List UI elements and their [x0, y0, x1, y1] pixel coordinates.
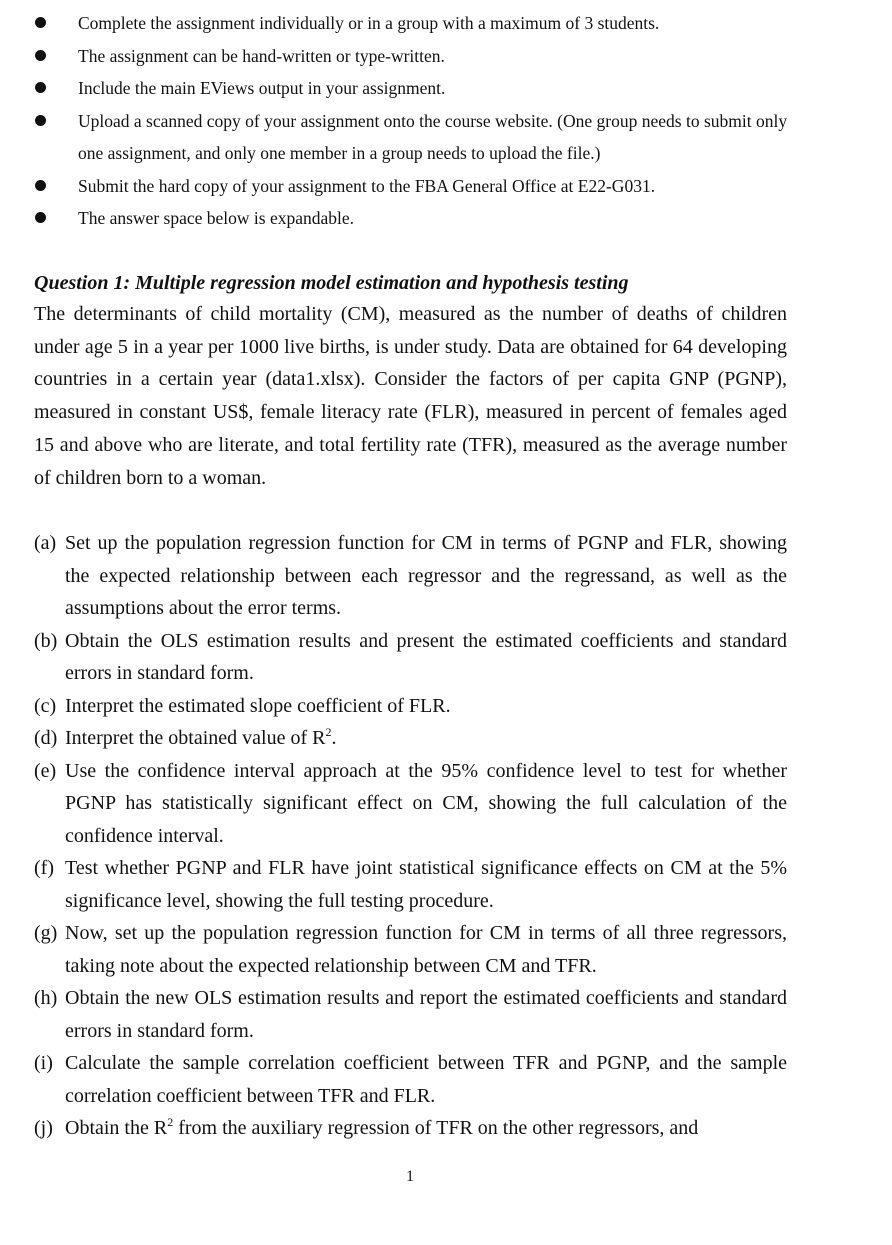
instruction-item: [34, 40, 794, 73]
bullet-icon: [35, 212, 46, 223]
part-text-end: from the auxiliary regression of TFR on the other regressors, and: [173, 1117, 699, 1139]
part-label: (g): [34, 922, 58, 944]
part-text: Now, set up the population regression function for CM in terms of all three regressors, taking note about the expected relationship between CM and TFR.: [65, 922, 787, 977]
part-label: (i): [34, 1052, 53, 1074]
part-label: (e): [34, 759, 57, 782]
instruction-text: Upload a scanned copy of your assignment onto the course website. (One group needs to submit only one assignment, and only one member in a group needs to upload the file.): [78, 110, 788, 163]
part-label: (c): [34, 694, 57, 717]
question-part-c: [34, 690, 787, 723]
part-label: (f): [34, 857, 54, 879]
instruction-list: [34, 7, 794, 235]
part-text: Test whether PGNP and FLR have joint statistical significance effects on CM at the 5% significance level, showing the full testing procedure.: [65, 857, 787, 912]
bullet-icon: [35, 82, 46, 93]
question-part-a: [34, 527, 787, 625]
bullet-icon: [35, 50, 46, 61]
part-text: Use the confidence interval approach at the 95% confidence level to test for whether PGNP has statistically significant effect on CM, showing the full calculation of the confidence interval.: [65, 759, 787, 847]
part-text: Obtain the new OLS estimation results and report the estimated coefficients and standard errors in standard form.: [65, 987, 787, 1042]
part-label: (a): [34, 532, 57, 554]
superscript: 2: [325, 725, 332, 739]
part-text: Obtain the R: [65, 1117, 168, 1139]
part-label: (d): [34, 727, 58, 749]
part-text: Obtain the OLS estimation results and present the estimated coefficients and standard errors in standard form.: [65, 629, 787, 684]
superscript: 2: [167, 1115, 174, 1129]
instruction-text: Submit the hard copy of your assignment to the FBA General Office at E22-G031.: [78, 175, 656, 196]
part-text-end: .: [331, 727, 337, 749]
page-number: 1: [406, 1168, 414, 1185]
instruction-item: [34, 7, 794, 40]
instruction-text: Complete the assignment individually or in a group with a maximum of 3 students.: [78, 13, 660, 33]
question-part-e: [34, 755, 787, 853]
question-intro: The determinants of child mortality (CM), measured as the number of deaths of children under age 5 in a year per 1000 live births, is under study. Data are obtained for 64 developing countries in a certain year (data1.xlsx). Consider the factors of per capita GNP (PGNP), measured in constant US$, female literacy rate (FLR), measured in percent of females aged 15 and above who are literate, and total fertility rate (TFR), measured as the average number of children born to a woman.: [34, 303, 787, 489]
question-part-b: [34, 625, 787, 690]
part-text: Calculate the sample correlation coefficient between TFR and PGNP, and the sample correlation coefficient between TFR and FLR.: [65, 1052, 787, 1107]
bullet-icon: [35, 115, 46, 126]
part-text: Interpret the obtained value of R: [65, 727, 326, 749]
bullet-icon: [35, 17, 46, 28]
question-part-f: [34, 852, 787, 917]
part-text: Interpret the estimated slope coefficient of FLR.: [65, 694, 451, 717]
question-part-i: [34, 1047, 787, 1112]
question-part-j: [34, 1112, 787, 1145]
question-part-d: [34, 722, 787, 755]
question-title: Question 1: Multiple regression model estimation and hypothesis testing: [34, 272, 629, 294]
part-label: (h): [34, 987, 58, 1009]
instruction-item: [34, 105, 794, 170]
instruction-text: The answer space below is expandable.: [78, 208, 355, 228]
question-parts: [34, 527, 787, 1145]
question-part-g: [34, 917, 787, 982]
question-part-h: [34, 982, 787, 1047]
part-label: (j): [34, 1117, 53, 1139]
instruction-item: [34, 72, 794, 105]
part-label: (b): [34, 629, 58, 652]
instruction-text: Include the main EViews output in your assignment.: [78, 78, 446, 98]
bullet-icon: [35, 180, 46, 191]
part-text: Set up the population regression function for CM in terms of PGNP and FLR, showing the expected relationship between each regressor and the regressand, as well as the assumptions about the error terms.: [65, 532, 787, 619]
instruction-text: The assignment can be hand-written or type-written.: [78, 45, 445, 66]
instruction-item: [34, 202, 794, 235]
instruction-item: [34, 170, 794, 203]
